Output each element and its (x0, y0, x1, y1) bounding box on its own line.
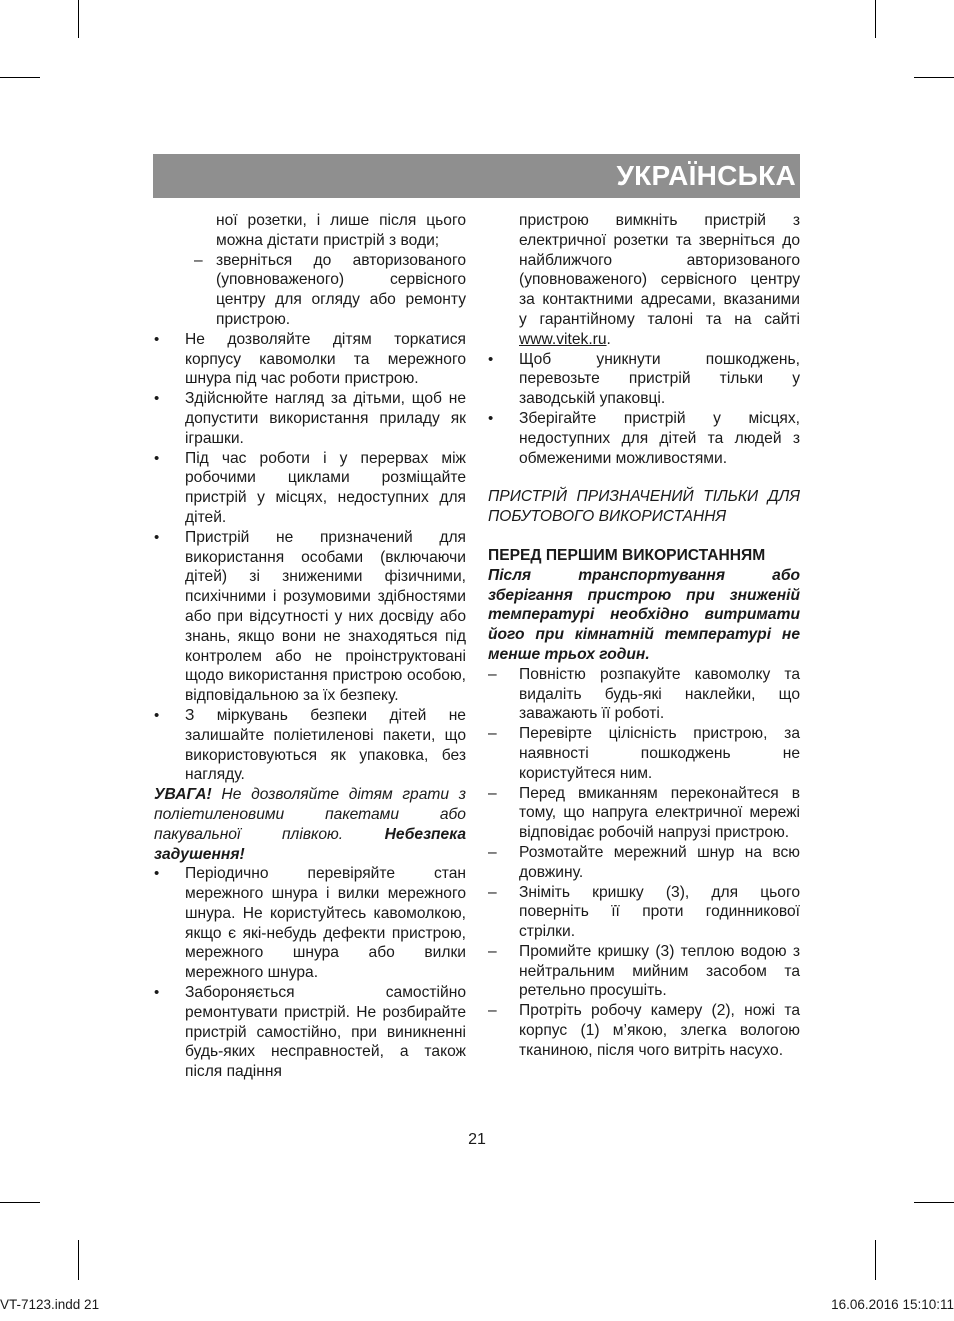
bullet-marker: • (154, 330, 160, 348)
footer-file-info: VT-7123.indd 21 (0, 1297, 100, 1312)
step-text: Перед вмиканням переконайтеся в тому, що напруга електричної мережі відповідає робочій напрузі пристрою. (519, 784, 800, 842)
step-text: Промийте кришку (3) теплою водою з нейтральним мийним засобом та ретельно просушіть. (519, 942, 800, 1000)
dash-marker: – (194, 251, 203, 269)
section-intro: Після транспортування або зберігання пристрою при зниженій температурі необхідно витримати його при кімнатній температурі не менше трьох годин. (488, 566, 800, 663)
bullet-marker: • (154, 865, 160, 883)
bullet-marker: • (488, 409, 494, 427)
left-column (154, 211, 466, 1082)
safety-bullet-text: Забороняється самостійно ремонтувати пристрій. Не розбирайте пристрій самостійно, при виникненні будь-яких несправностей, а також після падіння (185, 984, 466, 1081)
crop-mark (914, 77, 954, 78)
sub-list-item-text: зверніться до авторизованого (уповноваженого) сервісного центру для огляду або ремонту пристрою. (216, 251, 466, 328)
safety-bullet (154, 528, 466, 706)
step-item (488, 724, 800, 783)
bullet-marker: • (154, 449, 160, 467)
warning-label: УВАГА! (154, 786, 212, 804)
safety-bullet (154, 983, 466, 1082)
step-item (488, 1001, 800, 1060)
step-text: Протріть робочу камеру (2), ножі та корпус (1) м’якою, злегка вологою тканиною, після чого витріть насухо. (519, 1002, 800, 1059)
safety-bullet (154, 706, 466, 785)
crop-mark (875, 1240, 876, 1280)
step-item (488, 665, 800, 724)
bullet-marker: • (154, 528, 160, 546)
safety-bullet (154, 864, 466, 983)
safety-bullet-text: Здійснюйте нагляд за дітьми, щоб не допустити використання приладу як іграшки. (185, 390, 466, 447)
crop-mark (78, 0, 79, 38)
dash-marker: – (488, 1002, 497, 1020)
dash-marker: – (488, 883, 497, 901)
dash-marker: – (488, 942, 497, 960)
right-column (488, 211, 800, 1061)
footer-datetime: 16.06.2016 15:10:11 (831, 1297, 954, 1312)
step-item (488, 883, 800, 942)
crop-mark (875, 0, 876, 38)
safety-bullet-text: Пристрій не призначений для використання особами (включаючи дітей) зі зниженими фізичними, психічними і розумовими здібностями або при відсутності у них досвіду або знань, якщо вони не знаходяться під контролем або не проінструктовані щодо використання пристрою особою, відповідальною за їх безпеку. (185, 528, 466, 705)
warning-paragraph (154, 785, 466, 864)
step-text: Перевірте цілісність пристрою, за наявності пошкоджень не користуйтеся ним. (519, 725, 800, 782)
dash-marker: – (488, 784, 497, 802)
crop-mark (0, 1202, 40, 1203)
safety-bullet (154, 449, 466, 528)
step-text: Повністю розпакуйте кавомолку та видаліть будь-які наклейки, що заважають її роботі. (519, 665, 800, 723)
safety-bullet (488, 409, 800, 468)
safety-bullet-text: Періодично перевіряйте стан мережного шнура і вилки мережного шнура. Не користуйтесь кавомолкою, якщо є які-небудь дефекти пристрою, мережного шнура або вилки мережного шнура. (185, 865, 466, 982)
dash-marker: – (488, 843, 497, 861)
warning-danger: Небезпека задушення! (154, 825, 466, 863)
safety-bullet-text: Під час роботи і у перервах між робочими циклами розміщайте пристрій у місцях, недоступних для дітей. (185, 449, 466, 526)
crop-mark (78, 1240, 79, 1280)
safety-bullet-text: Не дозволяйте дітям торкатися корпусу кавомолки та мережного шнура під час роботи пристрою. (185, 330, 466, 388)
language-title: УКРАЇНСЬКА (616, 160, 796, 191)
safety-bullet-text: З міркувань безпеки дітей не залишайте поліетиленові пакети, що використовуються як упаковка, без нагляду. (185, 706, 466, 784)
bullet-marker: • (154, 706, 160, 724)
page-number: 21 (468, 1131, 486, 1148)
safety-bullet (488, 350, 800, 409)
dash-marker: – (488, 725, 497, 743)
safety-bullet-text: Щоб уникнути пошкоджень, перевозьте пристрій тільки у заводській упаковці. (519, 350, 800, 408)
step-text: Зніміть кришку (3), для цього поверніть її проти годинникової стрілки. (519, 883, 800, 941)
section-heading: ПЕРЕД ПЕРШИМ ВИКОРИСТАННЯМ (488, 546, 766, 564)
step-item (488, 843, 800, 883)
continued-text-end: . (606, 330, 611, 348)
sub-list-item (154, 251, 466, 330)
language-header-bar (153, 154, 800, 198)
household-use-note: ПРИСТРІЙ ПРИЗНАЧЕНИЙ ТІЛЬКИ ДЛЯ ПОБУТОВОГО ВИКОРИСТАННЯ (488, 488, 800, 526)
bullet-marker: • (154, 984, 160, 1002)
step-text: Розмотайте мережний шнур на всю довжину. (519, 843, 800, 881)
continued-text (488, 211, 800, 350)
step-item (488, 784, 800, 843)
safety-bullet (154, 330, 466, 389)
safety-bullet-text: Зберігайте пристрій у місцях, недоступних для дітей та людей з обмеженими можливостями. (519, 409, 800, 467)
bullet-marker: • (154, 390, 160, 408)
continued-text: ної розетки, і лише після цього можна дістати пристрій з води; (216, 212, 466, 249)
crop-mark (914, 1202, 954, 1203)
crop-mark (0, 77, 40, 78)
dash-marker: – (488, 665, 497, 683)
website-link[interactable]: www.vitek.ru (519, 330, 607, 348)
safety-bullet (154, 389, 466, 448)
warning-text: Не дозволяйте дітям грати з поліетиленовими пакетами або пакувальної плівкою. (154, 786, 466, 843)
step-item (488, 942, 800, 1001)
bullet-marker: • (488, 350, 494, 368)
continued-text-body: пристрою вимкніть пристрій з електричної розетки та зверніться до найближчого авторизованого (уповноваженого) сервісного центру за контактними адресами, вказаними у гарантійному талоні та на сайті (519, 212, 800, 328)
